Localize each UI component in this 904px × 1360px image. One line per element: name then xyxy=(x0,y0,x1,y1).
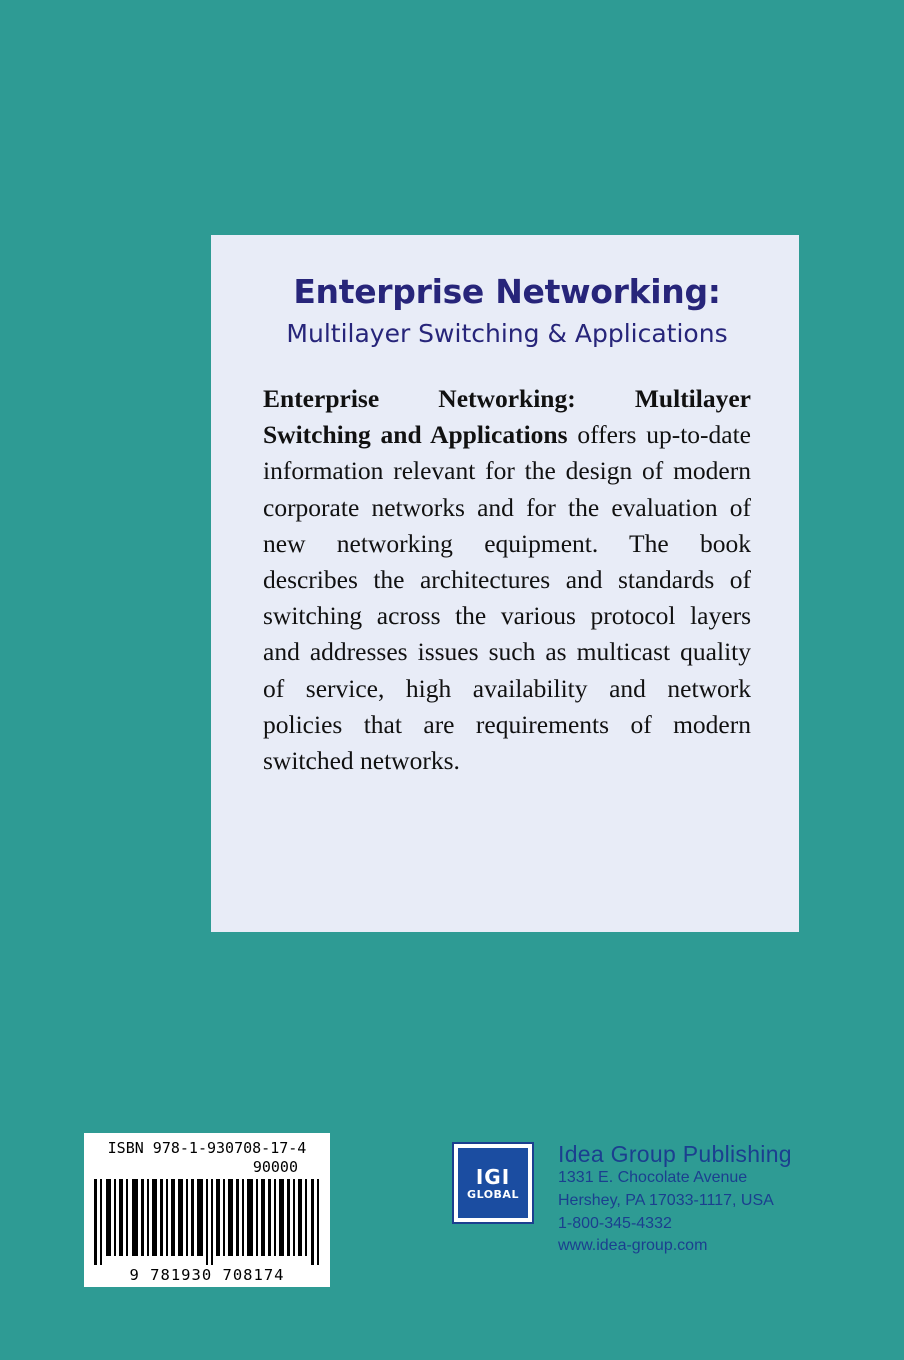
publisher-address-line1: 1331 E. Chocolate Avenue xyxy=(558,1169,748,1187)
barcode-block xyxy=(84,1133,330,1287)
publisher-block xyxy=(452,1142,792,1258)
blurb-inner xyxy=(211,235,799,779)
ean-digits: 9 781930 708174 xyxy=(129,1266,285,1284)
blurb-text: offers up-to-date information relevant for the design of modern corporate networks and for the evaluation of new networking equipment. The book describes the architectures and standards of switching across the various protocol layers and addresses issues such as multicast quality of service, high availability and network policies that are requirements of modern switched networks. xyxy=(263,420,751,775)
blurb-description xyxy=(263,381,751,779)
book-subtitle: Multilayer Switching & Applications xyxy=(286,318,728,348)
igi-logo-inner xyxy=(458,1148,528,1218)
blurb-lead: Enterprise Networking: Multilayer Switching and Applications xyxy=(263,383,751,450)
publisher-address-line2: Hershey, PA 17033-1117, USA xyxy=(558,1192,774,1210)
book-title: Enterprise Networking: xyxy=(293,272,721,311)
isbn-label: ISBN 978-1-930708-17-4 xyxy=(107,1139,307,1157)
publisher-phone: 1-800-345-4332 xyxy=(558,1214,672,1232)
igi-logo-bottom-text: GLOBAL xyxy=(467,1187,519,1201)
igi-logo-top-text: IGI xyxy=(475,1164,511,1189)
barcode-bars xyxy=(92,1179,322,1265)
publisher-name: Idea Group Publishing xyxy=(558,1141,792,1167)
publisher-details xyxy=(558,1142,792,1258)
publisher-website: www.idea-group.com xyxy=(558,1237,708,1255)
isbn-price-code: 90000 xyxy=(252,1158,298,1176)
igi-global-logo xyxy=(452,1142,534,1224)
back-cover-blurb-panel xyxy=(211,235,799,932)
